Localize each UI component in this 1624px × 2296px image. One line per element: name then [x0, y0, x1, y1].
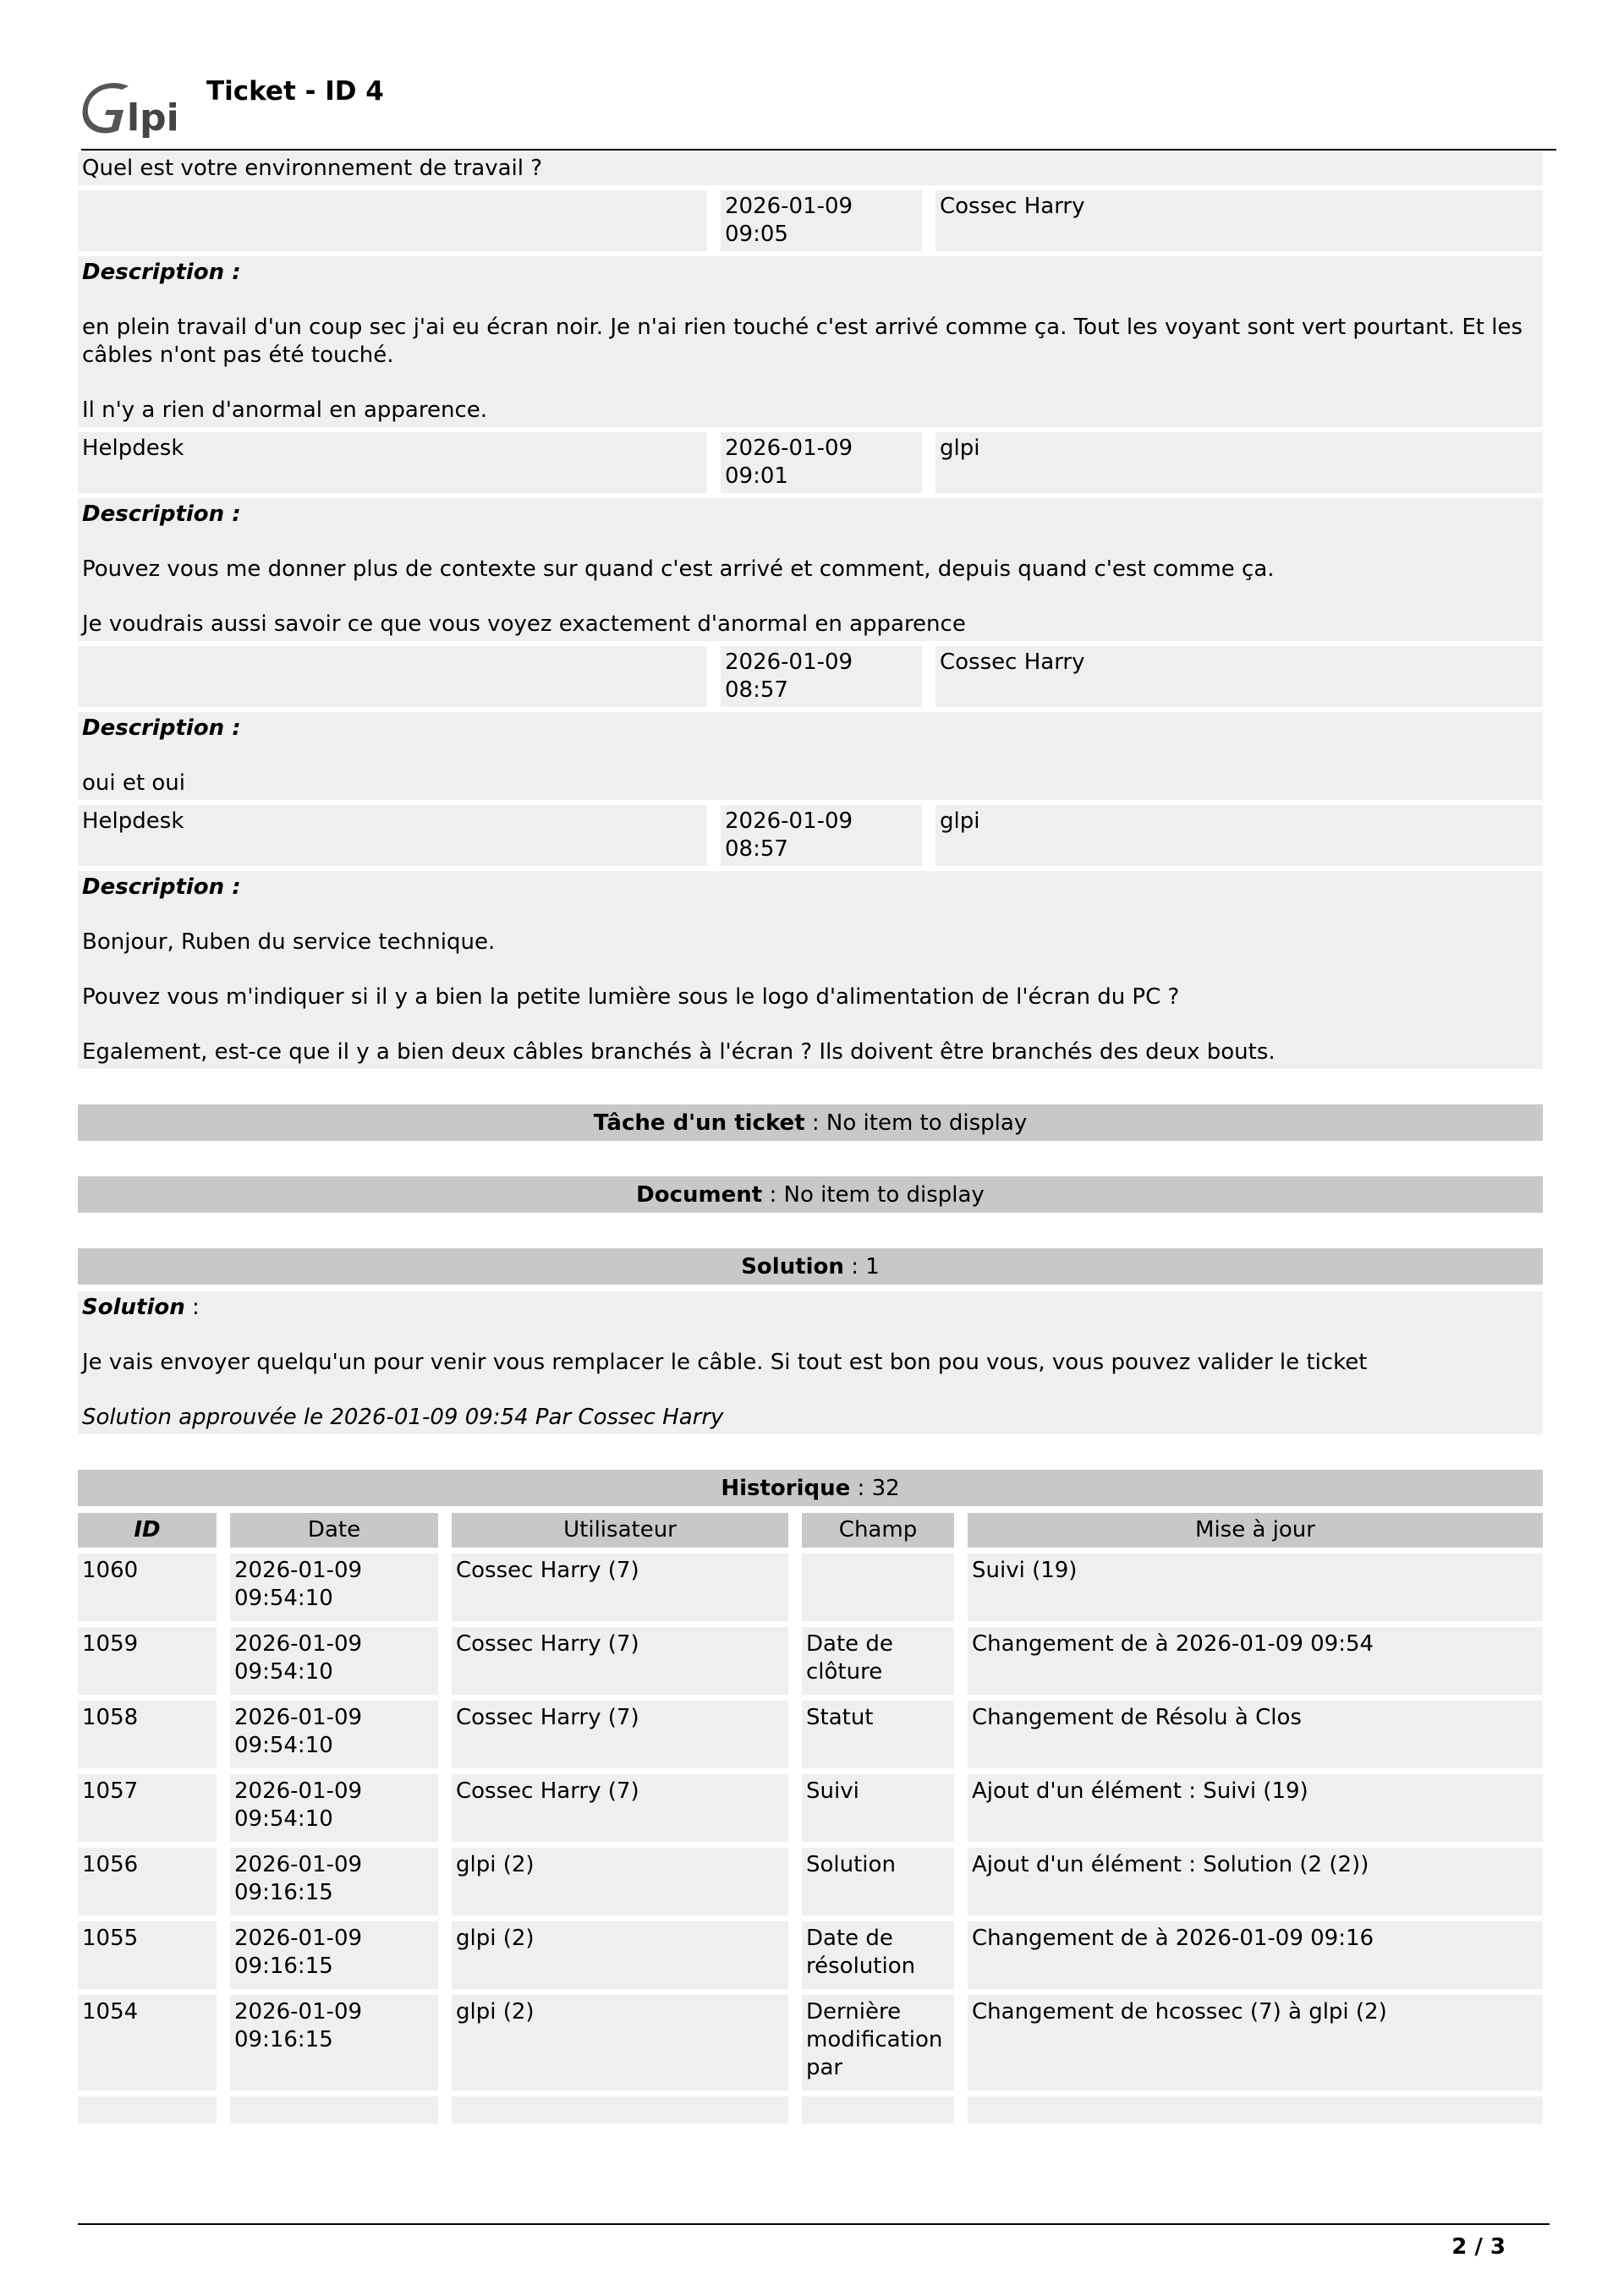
svg-text:lpi: lpi [127, 96, 179, 140]
followup-description [78, 256, 1543, 427]
description-paragraph: Egalement, est-ce que il y a bien deux câbles branchés à l'écran ? Ils doivent être branchés des deux bouts. [82, 1039, 1276, 1065]
history-id: 1059 [78, 1627, 217, 1695]
history-user: glpi (2) [452, 1995, 788, 2091]
page-header [81, 74, 1556, 151]
history-date: 2026-01-09 09:16:15 [230, 1995, 438, 2091]
history-id: 1056 [78, 1848, 217, 1915]
history-id: 1060 [78, 1553, 217, 1621]
description-paragraph: oui et oui [82, 770, 185, 796]
description-paragraph: Pouvez vous m'indiquer si il y a bien la petite lumière sous le logo d'alimentation de l'écran du PC ? [82, 984, 1180, 1010]
column-header-date: Date [230, 1513, 438, 1548]
column-header-update: Mise à jour [968, 1513, 1543, 1548]
history-update: Changement de hcossec (7) à glpi (2) [968, 1995, 1543, 2091]
followup-date: 2026-01-09 08:57 [721, 805, 922, 866]
page-footer [78, 2223, 1550, 2260]
description-paragraph: Pouvez vous me donner plus de contexte sur quand c'est arrivé et comment, depuis quand c'est comme ça. [82, 556, 1275, 582]
followup-date: 2026-01-09 08:57 [721, 646, 922, 707]
history-row [78, 1627, 1543, 1695]
history-update: Ajout d'un élément : Solution (2 (2)) [968, 1848, 1543, 1915]
history-date: 2026-01-09 09:16:15 [230, 1848, 438, 1915]
history-row [78, 1921, 1543, 1989]
history-id: 1055 [78, 1921, 217, 1989]
history-id: 1058 [78, 1701, 217, 1768]
glpi-logo [81, 78, 200, 145]
history-user: Cossec Harry (7) [452, 1701, 788, 1768]
followup-description [78, 498, 1543, 641]
solution-label: Solution : [82, 1295, 200, 1320]
history-id: 1057 [78, 1774, 217, 1842]
followup-description [78, 712, 1543, 800]
history-update: Changement de Résolu à Clos [968, 1701, 1543, 1768]
history-date: 2026-01-09 09:54:10 [230, 1553, 438, 1621]
followup-meta [78, 432, 1543, 493]
followup-meta [78, 646, 1543, 707]
history-header-row [78, 1513, 1543, 1548]
history-field: Date de résolution [802, 1921, 954, 1989]
history-id: 1054 [78, 1995, 217, 2091]
history-user: Cossec Harry (7) [452, 1627, 788, 1695]
documents-section-header: Document : No item to display [78, 1176, 1543, 1213]
description-paragraph: Bonjour, Ruben du service technique. [82, 929, 496, 955]
page-number: 2 / 3 [1451, 2234, 1506, 2260]
history-field: Solution [802, 1848, 954, 1915]
followup-date: 2026-01-09 09:01 [721, 432, 922, 493]
history-field: Statut [802, 1701, 954, 1768]
history-row [78, 1774, 1543, 1842]
followup-description [78, 871, 1543, 1069]
description-paragraph: en plein travail d'un coup sec j'ai eu écran noir. Je n'ai rien touché c'est arrivé comme ça. Tout les voyant sont vert pourtant. Et les câbles n'ont pas été touché. [82, 315, 1522, 368]
history-date [230, 2096, 438, 2123]
followup-source: Helpdesk [78, 805, 707, 866]
question-text: Quel est votre environnement de travail ? [78, 152, 1543, 185]
history-update: Ajout d'un élément : Suivi (19) [968, 1774, 1543, 1842]
column-header-id: ID [78, 1513, 217, 1548]
page-title: Ticket - ID 4 [206, 76, 384, 107]
history-update: Suivi (19) [968, 1553, 1543, 1621]
description-paragraph: Il n'y a rien d'anormal en apparence. [82, 397, 487, 423]
history-row [78, 2096, 1543, 2123]
history-user [452, 2096, 788, 2123]
history-section-header: Historique : 32 [78, 1470, 1543, 1506]
followup-source: Helpdesk [78, 432, 707, 493]
history-date: 2026-01-09 09:54:10 [230, 1701, 438, 1768]
description-label: Description : [82, 260, 241, 285]
history-user: glpi (2) [452, 1921, 788, 1989]
ticket-content [78, 152, 1543, 2129]
followup-question [78, 152, 1543, 185]
column-header-user: Utilisateur [452, 1513, 788, 1548]
followup-source [78, 646, 707, 707]
description-label: Description : [82, 501, 241, 527]
history-field: Date de clôture [802, 1627, 954, 1695]
column-header-field: Champ [802, 1513, 954, 1548]
history-field [802, 2096, 954, 2123]
history-table [64, 1507, 1556, 2129]
solution-section-header: Solution : 1 [78, 1248, 1543, 1285]
history-field: Suivi [802, 1774, 954, 1842]
history-date: 2026-01-09 09:54:10 [230, 1627, 438, 1695]
followup-author: Cossec Harry [935, 190, 1543, 251]
history-update: Changement de à 2026-01-09 09:16 [968, 1921, 1543, 1989]
description-label: Description : [82, 715, 241, 741]
solution-text: Je vais envoyer quelqu'un pour venir vous remplacer le câble. Si tout est bon pou vous, vous pouvez valider le ticket [82, 1350, 1368, 1375]
solution-item [78, 1291, 1543, 1434]
description-paragraph: Je voudrais aussi savoir ce que vous voyez exactement d'anormal en apparence [82, 611, 966, 637]
history-user: glpi (2) [452, 1848, 788, 1915]
followup-author: glpi [935, 432, 1543, 493]
tasks-section-header: Tâche d'un ticket : No item to display [78, 1104, 1543, 1141]
history-field: Dernière modification par [802, 1995, 954, 2091]
history-user: Cossec Harry (7) [452, 1553, 788, 1621]
history-row [78, 1995, 1543, 2091]
followup-meta [78, 190, 1543, 251]
history-row [78, 1701, 1543, 1768]
history-date: 2026-01-09 09:54:10 [230, 1774, 438, 1842]
history-field [802, 1553, 954, 1621]
description-label: Description : [82, 874, 241, 900]
history-user: Cossec Harry (7) [452, 1774, 788, 1842]
followup-author: glpi [935, 805, 1543, 866]
history-update: Changement de à 2026-01-09 09:54 [968, 1627, 1543, 1695]
history-update [968, 2096, 1543, 2123]
followup-date: 2026-01-09 09:05 [721, 190, 922, 251]
history-id [78, 2096, 217, 2123]
history-date: 2026-01-09 09:16:15 [230, 1921, 438, 1989]
history-row [78, 1848, 1543, 1915]
solution-approval: Solution approuvée le 2026-01-09 09:54 Par Cossec Harry [82, 1405, 724, 1430]
history-row [78, 1553, 1543, 1621]
followup-meta [78, 805, 1543, 866]
followup-source [78, 190, 707, 251]
followup-author: Cossec Harry [935, 646, 1543, 707]
